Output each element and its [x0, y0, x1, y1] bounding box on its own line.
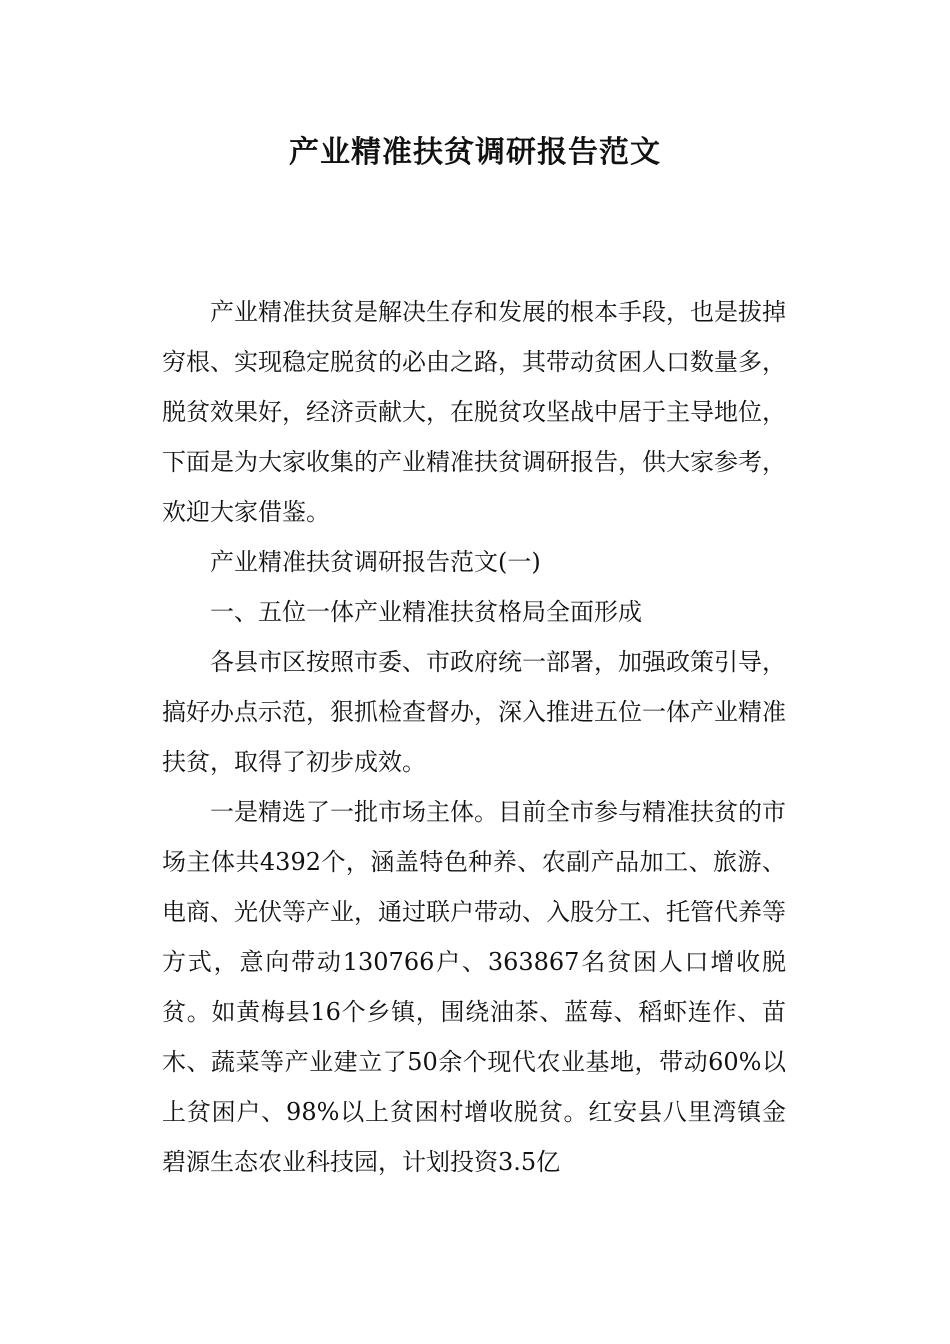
subsection-heading: 一、五位一体产业精准扶贫格局全面形成 [210, 598, 642, 626]
section-heading: 产业精准扶贫调研报告范文(一) [210, 548, 541, 576]
body-paragraph: 各县市区按照市委、市政府统一部署，加强政策引导，搞好办点示范，狠抓检查督办，深入推进五位一体产业精准扶贫，取得了初步成效。 [162, 648, 786, 776]
body-paragraph: 一是精选了一批市场主体。目前全市参与精准扶贫的市场主体共4392个，涵盖特色种养、农副产品加工、旅游、电商、光伏等产业，通过联户带动、入股分工、托管代养等方式，意向带动130766户、363867名贫困人口增收脱贫。如黄梅县16个乡镇，围绕油茶、蓝莓、稻虾连作、苗木、蔬菜等产业建立了50余个现代农业基地，带动60%以上贫困户、98%以上贫困村增收脱贫。红安县八里湾镇金碧源生态农业科技园，计划投资3.5亿 [162, 798, 786, 1176]
document-title: 产业精准扶贫调研报告范文 [289, 135, 661, 170]
document-body [162, 287, 786, 1187]
intro-paragraph: 产业精准扶贫是解决生存和发展的根本手段，也是拔掉穷根、实现稳定脱贫的必由之路，其带动贫困人口数量多，脱贫效果好，经济贡献大，在脱贫攻坚战中居于主导地位，下面是为大家收集的产业精准扶贫调研报告，供大家参考，欢迎大家借鉴。 [162, 298, 786, 526]
